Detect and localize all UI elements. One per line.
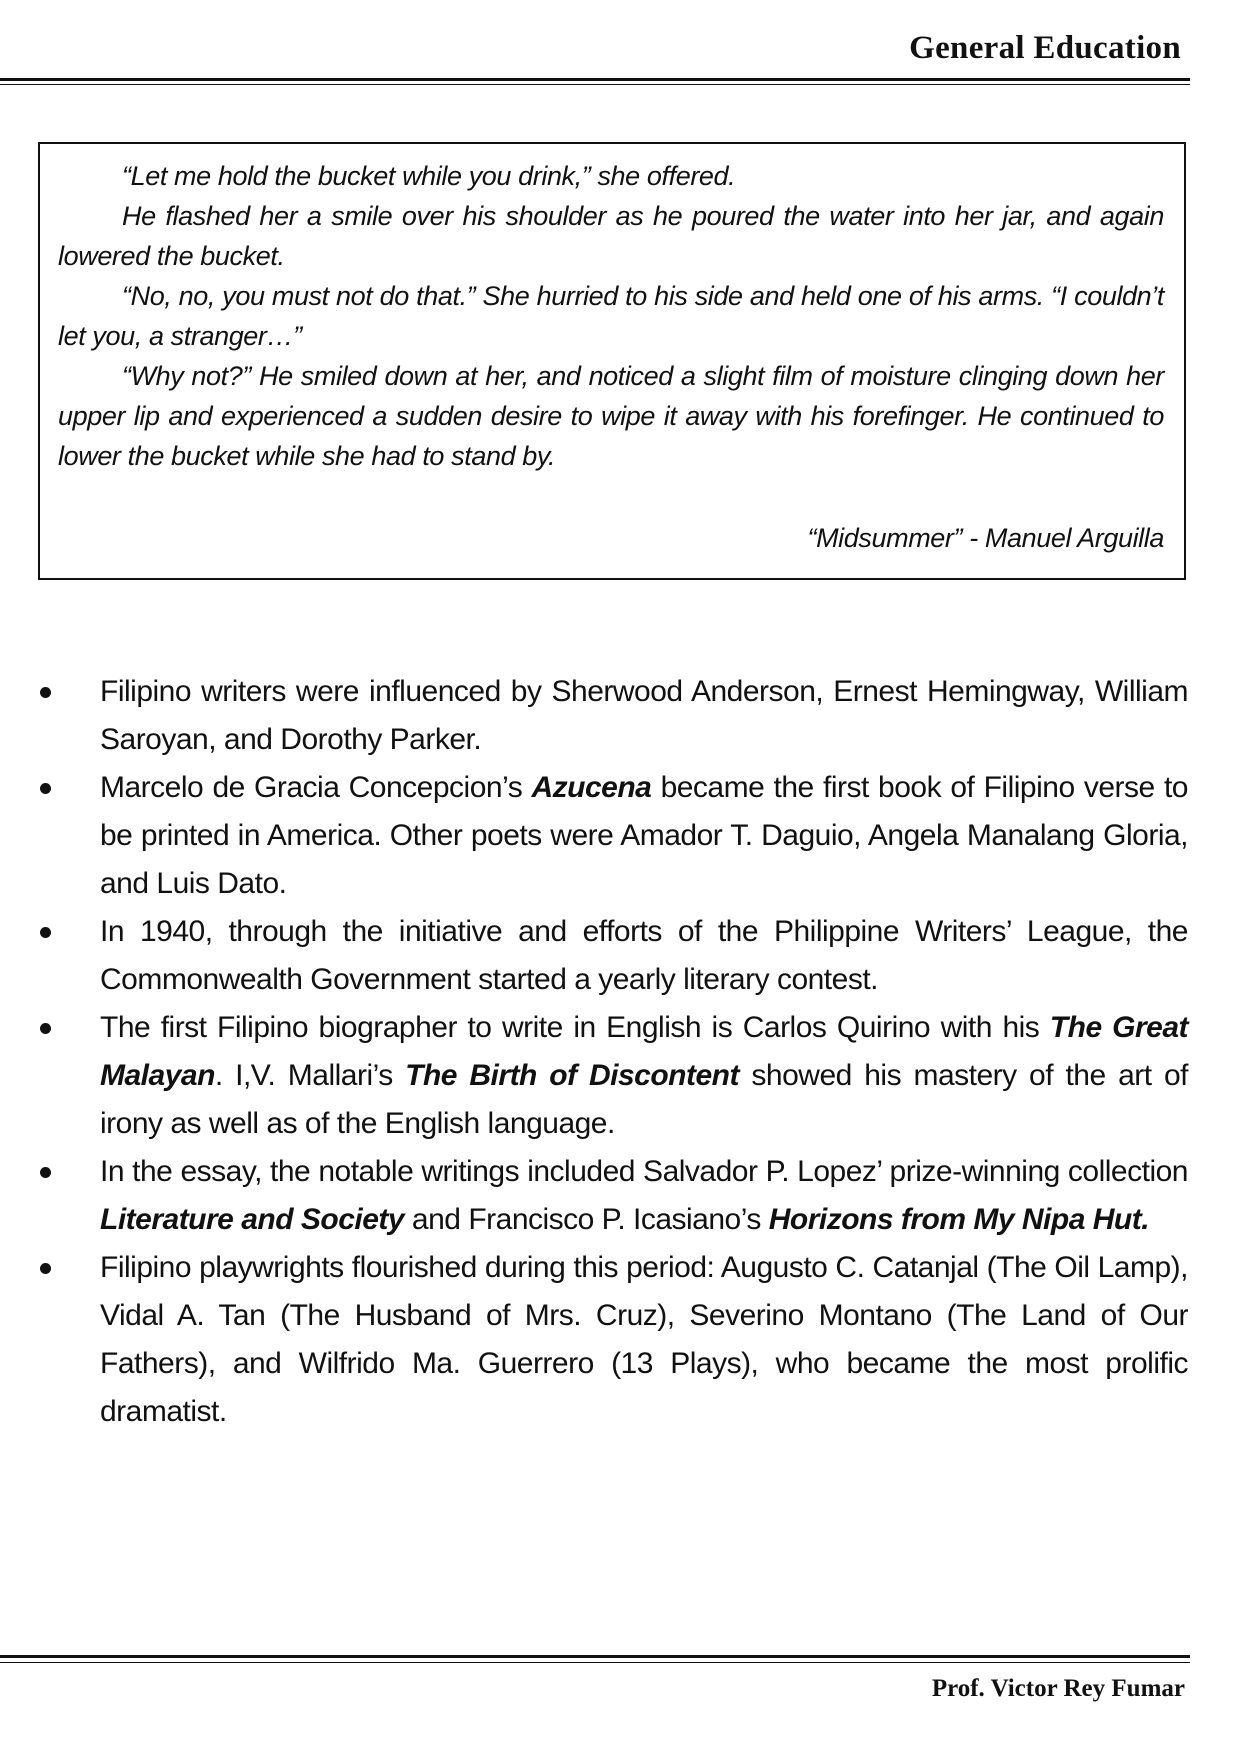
- bullet-dot-icon: [40, 783, 51, 794]
- book-title: Azucena: [531, 771, 652, 804]
- header-rule-thin: [0, 84, 1190, 85]
- list-item: [38, 908, 1188, 1004]
- page-header-title: General Education: [909, 30, 1181, 66]
- quote-paragraph-4: “Why not?” He smiled down at her, and noticed a slight film of moisture clinging down her upper lip and experienced a sudden desire to wipe it away with his forefinger. He continued to lower the bucket while she had to stand by.: [58, 361, 1164, 471]
- quote-box: [38, 142, 1186, 580]
- bullet-text: became the first book of Filipino verse to be printed in America. Other poets were Amador T. Daguio, Angela Manalang Gloria, and Luis Dato.: [100, 771, 1188, 900]
- bullet-text: Filipino writers were influenced by Sherwood Anderson, Ernest Hemingway, William Saroyan, and Dorothy Parker.: [100, 675, 1188, 756]
- bullet-text: In the essay, the notable writings included Salvador P. Lopez’ prize-winning collection: [100, 1155, 1188, 1188]
- bullet-dot-icon: [40, 1023, 51, 1034]
- list-item: [38, 668, 1188, 764]
- footer-rule: [0, 1655, 1190, 1658]
- bullet-text: . I,V. Mallari’s: [214, 1059, 406, 1092]
- quote-paragraph-3: “No, no, you must not do that.” She hurried to his side and held one of his arms. “I couldn’t let you, a stranger…”: [58, 281, 1164, 351]
- list-item: [38, 764, 1188, 908]
- quote-source: “Midsummer” - Manuel Arguilla: [807, 523, 1164, 553]
- bullet-text: showed his mastery of the art of irony as well as of the English language.: [100, 1059, 1188, 1140]
- bullet-text: Filipino playwrights flourished during this period: Augusto C. Catanjal (The Oil Lamp), Vidal A. Tan (The Husband of Mrs. Cruz), Severino Montano (The Land of Our Fathers), and Wilfrido Ma. Guerrero (13 Plays), who became the most prolific dramatist.: [100, 1251, 1188, 1428]
- bullet-text: Marcelo de Gracia Concepcion’s: [100, 771, 532, 804]
- header-rule: [0, 78, 1190, 81]
- bullet-list: [38, 668, 1188, 1436]
- footer-author: Prof. Victor Rey Fumar: [931, 1675, 1185, 1702]
- book-title: The Great Malayan: [100, 1011, 1188, 1092]
- quote-paragraph-2: He flashed her a smile over his shoulder as he poured the water into her jar, and again lowered the bucket.: [58, 201, 1164, 271]
- bullet-dot-icon: [40, 1167, 51, 1178]
- bullet-text: and Francisco P. Icasiano’s: [404, 1203, 769, 1236]
- bullet-text: In 1940, through the initiative and efforts of the Philippine Writers’ League, the Commonwealth Government started a yearly literary contest.: [100, 915, 1188, 996]
- book-title: Literature and Society: [100, 1203, 405, 1236]
- bullet-dot-icon: [40, 927, 51, 938]
- footer-rule-thin: [0, 1662, 1190, 1663]
- book-title: The Birth of Discontent: [405, 1059, 740, 1092]
- list-item: [38, 1148, 1188, 1244]
- bullet-dot-icon: [40, 687, 51, 698]
- list-item: [38, 1244, 1188, 1436]
- list-item: [38, 1004, 1188, 1148]
- quote-paragraph-1: “Let me hold the bucket while you drink,” she offered.: [122, 161, 736, 191]
- bullet-dot-icon: [40, 1263, 51, 1274]
- book-title: Horizons from My Nipa Hut.: [768, 1203, 1150, 1236]
- bullet-text: The first Filipino biographer to write in English is Carlos Quirino with his: [100, 1011, 1050, 1044]
